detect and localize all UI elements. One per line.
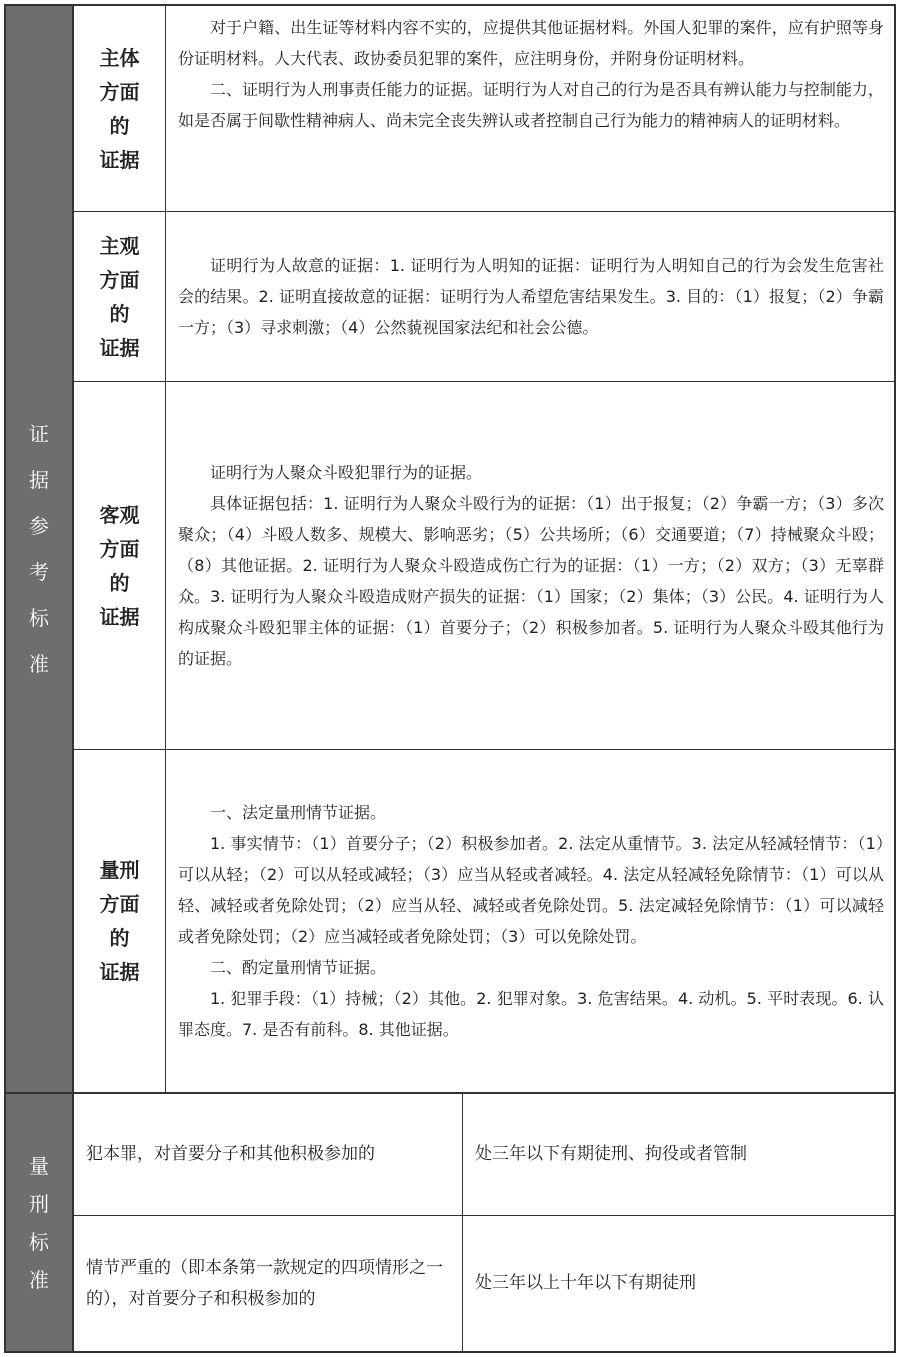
row-content [166, 212, 894, 381]
penalty-cell: 处三年以上十年以下有期徒刑 [475, 1273, 696, 1293]
row-content [166, 382, 894, 749]
subject-evidence-row [74, 6, 894, 212]
row-content [166, 6, 894, 211]
legal-table [4, 4, 896, 1353]
paragraph: 一、法定量刑情节证据。 [210, 803, 387, 822]
row-label-cell [74, 6, 166, 211]
row-label: 主观 方面 的 证据 [99, 233, 140, 360]
paragraph: 二、证明行为人刑事责任能力的证据。证明行为人对自己的行为是否具有辨认能力与控制能力，如是否属于间歇性精神病人、尚未完全丧失辨认或者控制自己行为能力的精神病人的证明材料。 [178, 80, 884, 130]
condition-cell: 犯本罪，对首要分子和其他积极参加的 [74, 1094, 463, 1215]
paragraph: 证明行为人故意的证据：1. 证明行为人明知的证据：证明行为人明知自己的行为会发生危害社会的结果。2. 证明直接故意的证据：证明行为人希望危害结果发生。3. 目的：（1）报复；（2）争霸一方；（3）寻求刺激；（4）公然藐视国家法纪和社会公德。 [178, 256, 884, 337]
row-label: 量刑 方面 的 证据 [99, 858, 140, 984]
paragraph: 具体证据包括：1. 证明行为人聚众斗殴行为的证据：（1）出于报复；（2）争霸一方；（3）多次聚众；（4）斗殴人数多、规模大、影响恶劣；（5）公共场所；（6）交通要道；（7）持械聚众斗殴；（8）其他证据。2. 证明行为人聚众斗殴造成伤亡行为的证据：（1）一方；（2）双方；（3）无辜群众。3. 证明行为人聚众斗殴造成财产损失的证据：（1）国家；（2）集体；（3）公民。4. 证明行为人构成聚众斗殴犯罪主体的证据：（1）首要分子；（2）积极参加者。5. 证明行为人聚众斗殴其他行为的证据。 [178, 494, 884, 668]
sentencing-standard-header [6, 1092, 74, 1351]
row-label-cell [74, 750, 166, 1092]
paragraph: 证明行为人聚众斗殴犯罪行为的证据。 [210, 463, 483, 482]
row-label: 主体 方面 的 证据 [99, 45, 140, 172]
evidence-standard-header [6, 6, 74, 1092]
paragraph: 1. 犯罪手段：（1）持械；（2）其他。2. 犯罪对象。3. 危害结果。4. 动机。5. 平时表现。6. 认罪态度。7. 是否有前科。8. 其他证据。 [178, 989, 884, 1039]
paragraph: 1. 事实情节：（1）首要分子；（2）积极参加者。2. 法定从重情节。3. 法定从轻减轻情节：（1）可以从轻；（2）可以从轻或减轻；（3）应当从轻或者减轻。4. 法定从轻减轻免除情节：（1）可以从轻、减轻或者免除处罚；（2）应当从轻、减轻或者免除处罚。5. 法定减轻免除情节：（1）可以减轻或者免除处罚；（2）应当减轻或者免除处罚；（3）可以免除处罚。 [178, 834, 884, 946]
row-content [166, 750, 894, 1092]
paragraph: 对于户籍、出生证等材料内容不实的，应提供其他证据材料。外国人犯罪的案件，应有护照等身份证明材料。人大代表、政协委员犯罪的案件，应注明身份，并附身份证明材料。 [178, 18, 884, 68]
evidence-standard-label: 证据参考标准 [29, 422, 49, 676]
row-label-cell [74, 382, 166, 749]
sentencing-row [74, 1216, 894, 1351]
sentencing-standard-label: 量刑标准 [29, 1153, 49, 1292]
row-label: 客观 方面 的 证据 [99, 502, 140, 629]
objective-evidence-row [74, 382, 894, 750]
subjective-evidence-row [74, 212, 894, 382]
sentencing-evidence-row [74, 750, 894, 1092]
condition-cell: 情节严重的（即本条第一款规定的四项情形之一的），对首要分子和积极参加的 [74, 1216, 463, 1351]
paragraph: 二、酌定量刑情节证据。 [210, 958, 387, 977]
row-label-cell [74, 212, 166, 381]
penalty-cell: 处三年以下有期徒刑、拘役或者管制 [475, 1144, 747, 1164]
sentencing-row [74, 1092, 894, 1216]
